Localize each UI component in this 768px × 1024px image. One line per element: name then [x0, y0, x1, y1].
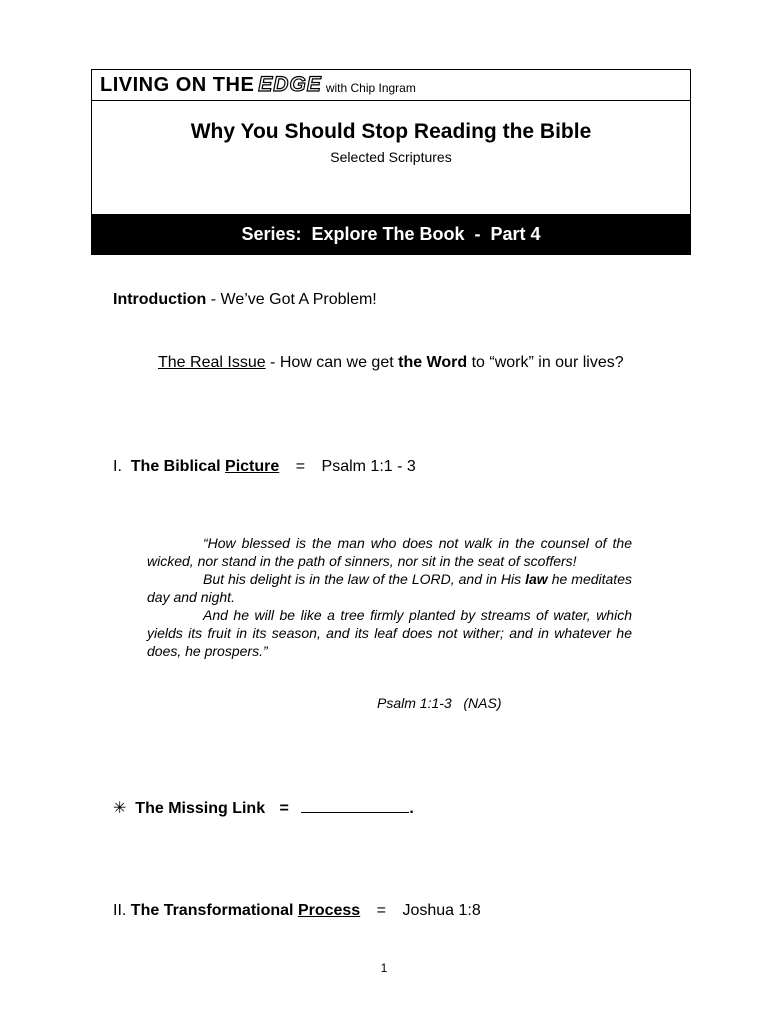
asterisk-icon: ✳	[113, 800, 127, 817]
brand-edge: EDGE	[258, 73, 322, 96]
brand-logo	[92, 70, 690, 101]
brand-with: with Chip Ingram	[325, 81, 416, 95]
quote-reference: Psalm 1:1-3 (NAS)	[377, 695, 502, 711]
section-2-label: The Transformational	[130, 902, 298, 919]
intro-label: Introduction	[113, 291, 207, 308]
scripture-quote	[147, 534, 632, 660]
series-bar: Series: Explore The Book - Part 4	[92, 214, 690, 254]
section-1-label: The Biblical	[130, 458, 226, 475]
missing-link-equals: =	[279, 800, 289, 817]
section-2-reference: Joshua 1:8	[402, 902, 481, 919]
section-1-numeral: I.	[113, 458, 122, 475]
section-1-heading	[113, 458, 416, 476]
section-2-equals: =	[376, 902, 386, 919]
real-issue	[158, 352, 655, 373]
real-issue-bold: the Word	[398, 354, 468, 371]
real-issue-text-before: - How can we get	[265, 354, 399, 371]
header-box	[91, 69, 691, 255]
missing-link-end: .	[409, 800, 414, 817]
intro-line	[113, 291, 377, 309]
section-2-heading	[113, 902, 481, 920]
missing-link-line	[113, 798, 414, 818]
section-2-label-underlined: Process	[297, 902, 361, 919]
intro-text: - We’ve Got A Problem!	[206, 291, 377, 308]
page-subtitle: Selected Scriptures	[330, 149, 452, 165]
missing-link-blank	[301, 798, 409, 813]
page-title: Why You Should Stop Reading the Bible	[190, 120, 592, 143]
quote-p2-bold: law	[525, 571, 548, 587]
quote-p2-before: But his delight is in the law of the LORD, and in His	[203, 571, 526, 587]
missing-link-label: The Missing Link	[135, 800, 266, 817]
quote-paragraph-3: And he will be like a tree firmly planted by streams of water, which yields its fruit in its season, and its leaf does not wither; and in whatever he does, he prospers.”	[147, 607, 632, 659]
quote-paragraph-2	[147, 570, 632, 606]
section-1-label-underlined: Picture	[225, 458, 280, 475]
section-2-numeral: II.	[113, 902, 127, 919]
brand-living: LIVING ON THE	[100, 73, 255, 96]
real-issue-label: The Real Issue	[158, 354, 266, 371]
quote-p2-after: he meditates day and night.	[147, 571, 632, 605]
title-area	[92, 101, 690, 165]
real-issue-text-after: to “work” in our lives?	[467, 354, 624, 371]
section-1-reference: Psalm 1:1 - 3	[321, 458, 416, 475]
section-1-equals: =	[295, 458, 306, 475]
page-number: 1	[380, 961, 388, 975]
quote-paragraph-1: “How blessed is the man who does not walk in the counsel of the wicked, nor stand in the path of sinners, nor sit in the seat of scoffers!	[147, 535, 632, 569]
